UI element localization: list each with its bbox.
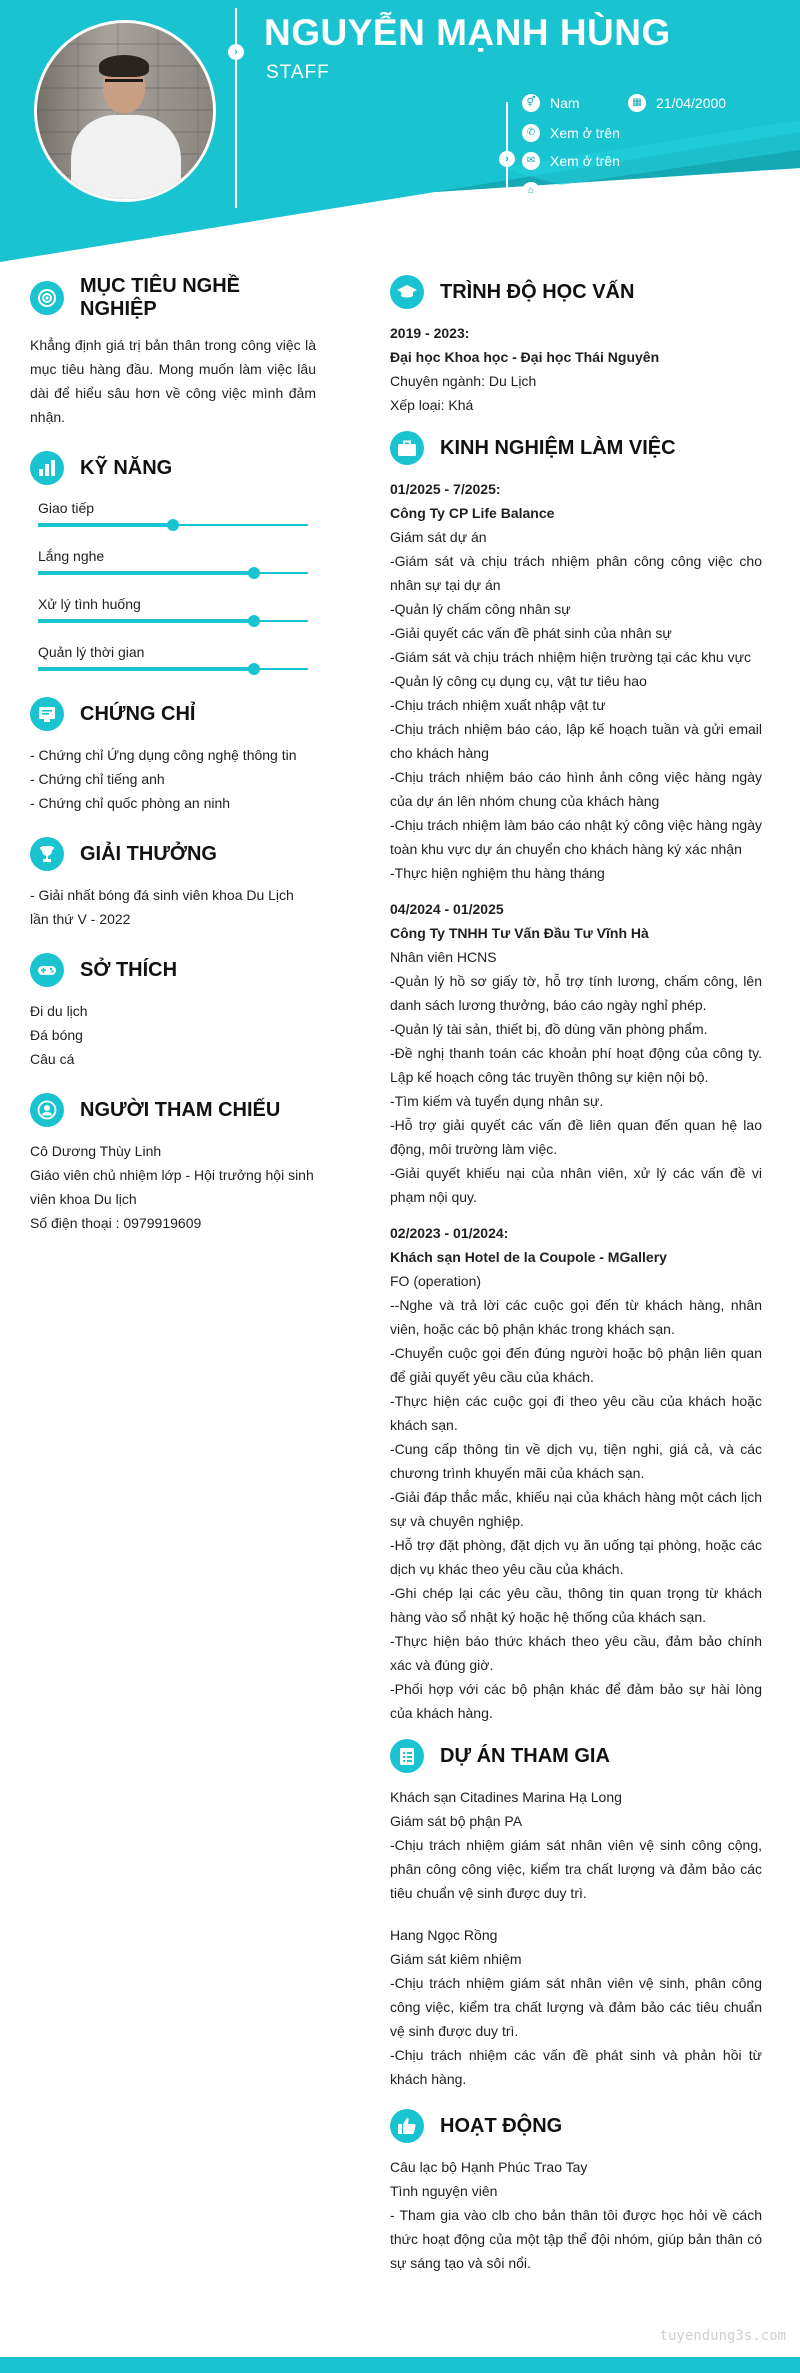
job-task: -Thực hiện các cuộc gọi đi theo yêu cầu của khách hoặc khách sạn. — [390, 1393, 762, 1433]
skills-section — [30, 451, 316, 675]
info-address: ⌂ Hoành bồ Hạ Long Quảng Ninh — [522, 182, 746, 200]
education-title: TRÌNH ĐỘ HỌC VẤN — [440, 280, 635, 303]
reference-section — [30, 1093, 316, 1235]
job-task: -Thực hiện báo thức khách theo yêu cầu, đảm bảo chính xác và đúng giờ. — [390, 1633, 762, 1673]
job-period: 04/2024 - 01/2025 — [390, 901, 504, 917]
candidate-name: NGUYỄN MẠNH HÙNG — [264, 12, 671, 53]
job-task: -Giám sát và chịu trách nhiệm phân công công việc cho nhân sự tại dự án — [390, 553, 762, 593]
briefcase-icon — [390, 431, 424, 465]
footer-bar — [0, 2357, 800, 2373]
hobby-item: Câu cá — [30, 1051, 75, 1067]
experience-title: KINH NGHIỆM LÀM VIỆC — [440, 436, 676, 459]
project-name: Khách sạn Citadines Marina Hạ Long — [390, 1789, 622, 1805]
experience-section — [390, 431, 762, 1725]
skill-label: Giao tiếp — [38, 500, 95, 516]
job-period: 02/2023 - 01/2024: — [390, 1225, 509, 1241]
candidate-role: STAFF — [266, 62, 330, 83]
skill-level-bar — [38, 567, 308, 579]
reference-phone: Số điện thoại : 0979919609 — [30, 1215, 202, 1231]
skill-fill — [38, 667, 254, 671]
activities-title: HOẠT ĐỘNG — [440, 2114, 563, 2137]
job-task: -Chịu trách nhiệm báo cáo, lập kế hoạch tuần và gửi email cho khách hàng — [390, 721, 762, 761]
job-task: -Phối hợp với các bộ phận khác để đảm bảo sự hài lòng của khách hàng. — [390, 1681, 762, 1721]
activity-text: - Tham gia vào clb cho bản thân tôi được học hỏi về cách thức hoạt động của một tập thể đội nhóm, giúp bản thân có sự sáng tạo và sôi nổi. — [390, 2207, 762, 2271]
skill-level-bar — [38, 615, 308, 627]
job-task: -Hỗ trợ đặt phòng, đặt dịch vụ ăn uống tại phòng, hoặc các dịch vụ khác theo yêu cầu của khách. — [390, 1537, 762, 1577]
job-task: -Quản lý chấm công nhân sự — [390, 601, 571, 617]
skill-label: Lắng nghe — [38, 548, 105, 564]
certificates-title: CHỨNG CHỈ — [80, 702, 196, 725]
objective-text: Khẳng định giá trị bản thân trong công việc là mục tiêu hàng đầu. Mong muốn làm việc lâu dài để hiểu sâu hơn về công việc mình đảm nhận. — [30, 337, 316, 425]
skill-level-bar — [38, 663, 308, 675]
skill-fill — [38, 571, 254, 575]
graduation-cap-icon — [390, 275, 424, 309]
job-task: -Giải đáp thắc mắc, khiếu nại của khách hàng một cách lịch sự và chuyên nghiệp. — [390, 1489, 762, 1529]
job-entry — [390, 897, 762, 1209]
job-company: Công Ty TNHH Tư Vấn Đầu Tư Vĩnh Hà — [390, 925, 649, 941]
skill-item — [30, 497, 316, 531]
job-task: -Chịu trách nhiệm làm báo cáo nhật ký công việc hàng ngày toàn khu vực dự án chuyển cho khách hàng ký xác nhận — [390, 817, 762, 857]
job-task: --Nghe và trả lời các cuộc gọi đến từ khách hàng, nhân viên, hoặc các bộ phận khác trong khách sạn. — [390, 1297, 762, 1337]
jobs-list — [390, 477, 762, 1725]
job-position: FO (operation) — [390, 1273, 482, 1289]
project-task: -Chịu trách nhiệm giám sát nhân viên vệ sinh công cộng, phân công công việc, kiểm tra chất lượng và đảm bảo các tiêu chuẩn vệ sinh được duy trì. — [390, 1837, 762, 1901]
award-item: - Giải nhất bóng đá sinh viên khoa Du Lịch lần thứ V - 2022 — [30, 887, 294, 927]
awards-title: GIẢI THƯỞNG — [80, 842, 217, 865]
info-gender: ⚥ Nam — [522, 94, 580, 112]
certificate-item: - Chứng chỉ tiếng anh — [30, 771, 165, 787]
skill-knob — [248, 567, 260, 579]
job-task: -Quản lý tài sản, thiết bị, đồ dùng văn phòng phẩm. — [390, 1021, 708, 1037]
job-task: -Thực hiện nghiệm thu hàng tháng — [390, 865, 605, 881]
reference-title: NGƯỜI THAM CHIẾU — [80, 1098, 281, 1121]
skill-knob — [167, 519, 179, 531]
left-column — [30, 275, 316, 1257]
education-section — [390, 275, 762, 417]
hobby-item: Đá bóng — [30, 1027, 83, 1043]
resume-header — [0, 0, 800, 265]
certificates-section — [30, 697, 316, 815]
chevron-right-icon: › — [228, 44, 244, 60]
job-company: Khách sạn Hotel de la Coupole - MGallery — [390, 1249, 667, 1265]
email-icon: ✉ — [522, 152, 540, 170]
job-task: -Giám sát và chịu trách nhiệm hiện trường tại các khu vực — [390, 649, 751, 665]
reference-name: Cô Dương Thùy Linh — [30, 1143, 162, 1159]
trophy-icon — [30, 837, 64, 871]
job-task: -Tìm kiếm và tuyển dụng nhân sự. — [390, 1093, 604, 1109]
job-period: 01/2025 - 7/2025: — [390, 481, 501, 497]
job-task: -Chịu trách nhiệm xuất nhập vật tư — [390, 697, 606, 713]
job-company: Công Ty CP Life Balance — [390, 505, 555, 521]
job-task: -Hỗ trợ giải quyết các vấn đề liên quan đến quan hệ lao động, môi trường làm việc. — [390, 1117, 762, 1157]
projects-title: DỰ ÁN THAM GIA — [440, 1744, 610, 1767]
job-entry — [390, 477, 762, 885]
activity-club: Câu lạc bộ Hạnh Phúc Trao Tay — [390, 2159, 588, 2175]
skill-fill — [38, 619, 254, 623]
hobby-item: Đi du lịch — [30, 1003, 88, 1019]
education-major: Chuyên ngành: Du Lịch — [390, 373, 537, 389]
skill-fill — [38, 523, 173, 527]
skill-item — [30, 593, 316, 627]
project-role: Giám sát bộ phận PA — [390, 1813, 523, 1829]
skills-list — [30, 497, 316, 675]
education-school: Đại học Khoa học - Đại học Thái Nguyên — [390, 349, 660, 365]
certificate-icon — [30, 697, 64, 731]
job-task: -Chịu trách nhiệm báo cáo hình ảnh công việc hàng ngày của dự án lên nhóm chung của khách hàng — [390, 769, 762, 809]
skill-level-bar — [38, 519, 308, 531]
job-task: -Giải quyết các vấn đề phát sinh của nhân sự — [390, 625, 672, 641]
reference-position: Giáo viên chủ nhiệm lớp - Hội trưởng hội sinh viên khoa Du lịch — [30, 1167, 314, 1207]
job-task: -Chuyển cuộc gọi đến đúng người hoặc bộ phận liên quan để giải quyết yêu cầu của khách. — [390, 1345, 762, 1385]
education-period: 2019 - 2023: — [390, 325, 470, 341]
project-task: -Chịu trách nhiệm các vấn đề phát sinh và phản hồi từ khách hàng. — [390, 2047, 762, 2087]
job-position: Giám sát dự án — [390, 529, 487, 545]
activities-section — [390, 2109, 762, 2275]
objective-section — [30, 275, 316, 429]
objective-title: MỤC TIÊU NGHỀ NGHIỆP — [80, 275, 240, 320]
skill-knob — [248, 663, 260, 675]
project-name: Hang Ngọc Rồng — [390, 1927, 498, 1943]
phone-icon: ✆ — [522, 124, 540, 142]
job-task: -Cung cấp thông tin về dịch vụ, tiện nghi, giá cả, và các chương trình khuyến mãi của khách sạn. — [390, 1441, 762, 1481]
projects-section — [390, 1739, 762, 2091]
target-icon — [30, 281, 64, 315]
job-entry — [390, 1221, 762, 1725]
calendar-icon: ▦ — [628, 94, 646, 112]
projects-list — [390, 1785, 762, 2091]
skill-item — [30, 545, 316, 579]
certificate-item: - Chứng chỉ quốc phòng an ninh — [30, 795, 231, 811]
project-role: Giám sát kiêm nhiệm — [390, 1951, 522, 1967]
skill-label: Xử lý tình huống — [38, 596, 141, 612]
job-task: -Quản lý hồ sơ giấy tờ, hỗ trợ tính lương, chấm công, lên danh sách lương thưởng, báo cáo ngày nghỉ phép. — [390, 973, 762, 1013]
thumbs-up-icon — [390, 2109, 424, 2143]
job-task: -Ghi chép lại các yêu cầu, thông tin quan trọng từ khách hàng vào sổ nhật ký hoặc hệ thống của khách sạn. — [390, 1585, 762, 1625]
job-task: -Giải quyết khiếu nại của nhân viên, xử lý các vấn đề vi phạm nội quy. — [390, 1165, 762, 1205]
watermark: tuyendung3s.com — [659, 2328, 786, 2344]
info-dob: ▦ 21/04/2000 — [628, 94, 726, 112]
location-icon: ⌂ — [522, 182, 540, 200]
hobbies-section — [30, 953, 316, 1071]
job-task: -Quản lý công cụ dụng cụ, vật tư tiêu hao — [390, 673, 647, 689]
project-entry — [390, 1923, 762, 2091]
avatar — [34, 20, 216, 202]
awards-section — [30, 837, 316, 931]
job-task: -Đề nghị thanh toán các khoản phí hoạt động của công ty. Lập kế hoạch công tác truyền thông sự kiện nội bộ. — [390, 1045, 762, 1085]
job-position: Nhân viên HCNS — [390, 949, 497, 965]
info-phone: ✆ Xem ở trên — [522, 124, 620, 142]
bar-chart-icon — [30, 451, 64, 485]
education-grade: Xếp loại: Khá — [390, 397, 474, 413]
chevron-right-icon: › — [499, 151, 515, 167]
info-email: ✉ Xem ở trên — [522, 152, 620, 170]
header-divider — [235, 8, 237, 208]
project-task: -Chịu trách nhiệm giám sát nhân viên vệ sinh, phân công công việc, kiểm tra chất lượng và đảm bảo các tiêu chuẩn vệ sinh được duy trì. — [390, 1975, 762, 2039]
skill-label: Quản lý thời gian — [38, 644, 145, 660]
skill-item — [30, 641, 316, 675]
right-column — [390, 275, 762, 2289]
gender-icon: ⚥ — [522, 94, 540, 112]
hobbies-title: SỞ THÍCH — [80, 958, 178, 981]
gamepad-icon — [30, 953, 64, 987]
user-icon — [30, 1093, 64, 1127]
skills-title: KỸ NĂNG — [80, 456, 173, 479]
checklist-icon — [390, 1739, 424, 1773]
activity-role: Tình nguyện viên — [390, 2183, 498, 2199]
project-entry — [390, 1785, 762, 1905]
skill-knob — [248, 615, 260, 627]
certificate-item: - Chứng chỉ Ứng dụng công nghệ thông tin — [30, 747, 297, 763]
